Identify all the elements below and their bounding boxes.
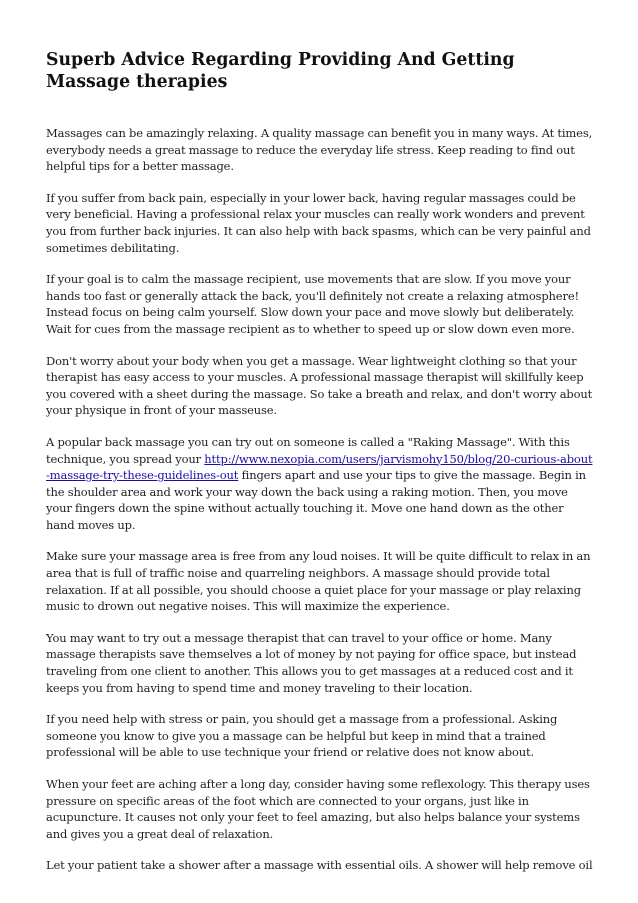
paragraph-raking-massage [46, 434, 594, 534]
article-link[interactable]: http://www.nexopia.com/users/jarvismohy150/blog/20-curious-about-massage-try-these-guidelines-out [46, 451, 593, 483]
paragraph-body-worry: Don't worry about your body when you get a massage. Wear lightweight clothing so that your therapist has easy access to your muscles. A professional massage therapist will skillfully keep you covered with a sheet during the massage. So take a breath and relax, and don't worry about your physique in front of your masseuse. [46, 353, 593, 418]
paragraph-back-pain: If you suffer from back pain, especially in your lower back, having regular massages could be very beneficial. Having a professional relax your muscles can really work wonders and prevent you from further back injuries. It can also help with back spasms, which can be very painful and sometimes debilitating. [46, 190, 591, 255]
paragraph-quiet-area: Make sure your massage area is free from any loud noises. It will be quite difficult to relax in an area that is full of traffic noise and quarreling neighbors. A massage should provide total relaxation. If at all possible, you should choose a quiet place for your massage or play relaxing music to drown out negative noises. This will maximize the experience. [46, 549, 591, 614]
paragraph-professional: If you need help with stress or pain, you should get a massage from a professional. Asking someone you know to give you a massage can be helpful but keep in mind that a trained professional will be able to use technique your friend or relative does not know about. [46, 712, 558, 760]
document-page [46, 49, 594, 889]
paragraph-intro: Massages can be amazingly relaxing. A quality massage can benefit you in many ways. At times, everybody needs a great massage to reduce the everyday life stress. Keep reading to find out helpful tips for a better massage. [46, 126, 593, 174]
raking-text-after: fingers apart and use your tips to give the massage. Begin in the shoulder area and work your way down the back using a raking motion. Then, you move your fingers down the spine without actually touching it. Move one hand down as the other hand moves up. [46, 468, 586, 532]
raking-text-before: A popular back massage you can try out on someone is called a "Raking Massage". With this technique, you spread your [46, 434, 570, 466]
paragraph-shower: Let your patient take a shower after a massage with essential oils. A shower will help remove oil [46, 858, 593, 873]
document-title: Superb Advice Regarding Providing And Getting Massage therapies [46, 50, 515, 92]
paragraph-travel-therapist: You may want to try out a message therapist that can travel to your office or home. Many massage therapists save themselves a lot of money by not paying for office space, but instead traveling from one client to another. This allows you to get massages at a reduced cost and it keeps you from having to spend time and money traveling to their location. [46, 630, 577, 695]
paragraph-calm-recipient: If your goal is to calm the massage recipient, use movements that are slow. If you move your hands too fast or generally attack the back, you'll definitely not create a relaxing atmosphere! Instead focus on being calm yourself. Slow down your pace and move slowly but deliberately. Wait for cues from the massage recipient as to whether to speed up or slow down even more. [46, 272, 579, 336]
paragraph-reflexology: When your feet are aching after a long day, consider having some reflexology. This therapy uses pressure on specific areas of the foot which are connected to your organs, just like in acupuncture. It causes not only your feet to feel amazing, but also helps balance your systems and gives you a great deal of relaxation. [46, 777, 590, 841]
